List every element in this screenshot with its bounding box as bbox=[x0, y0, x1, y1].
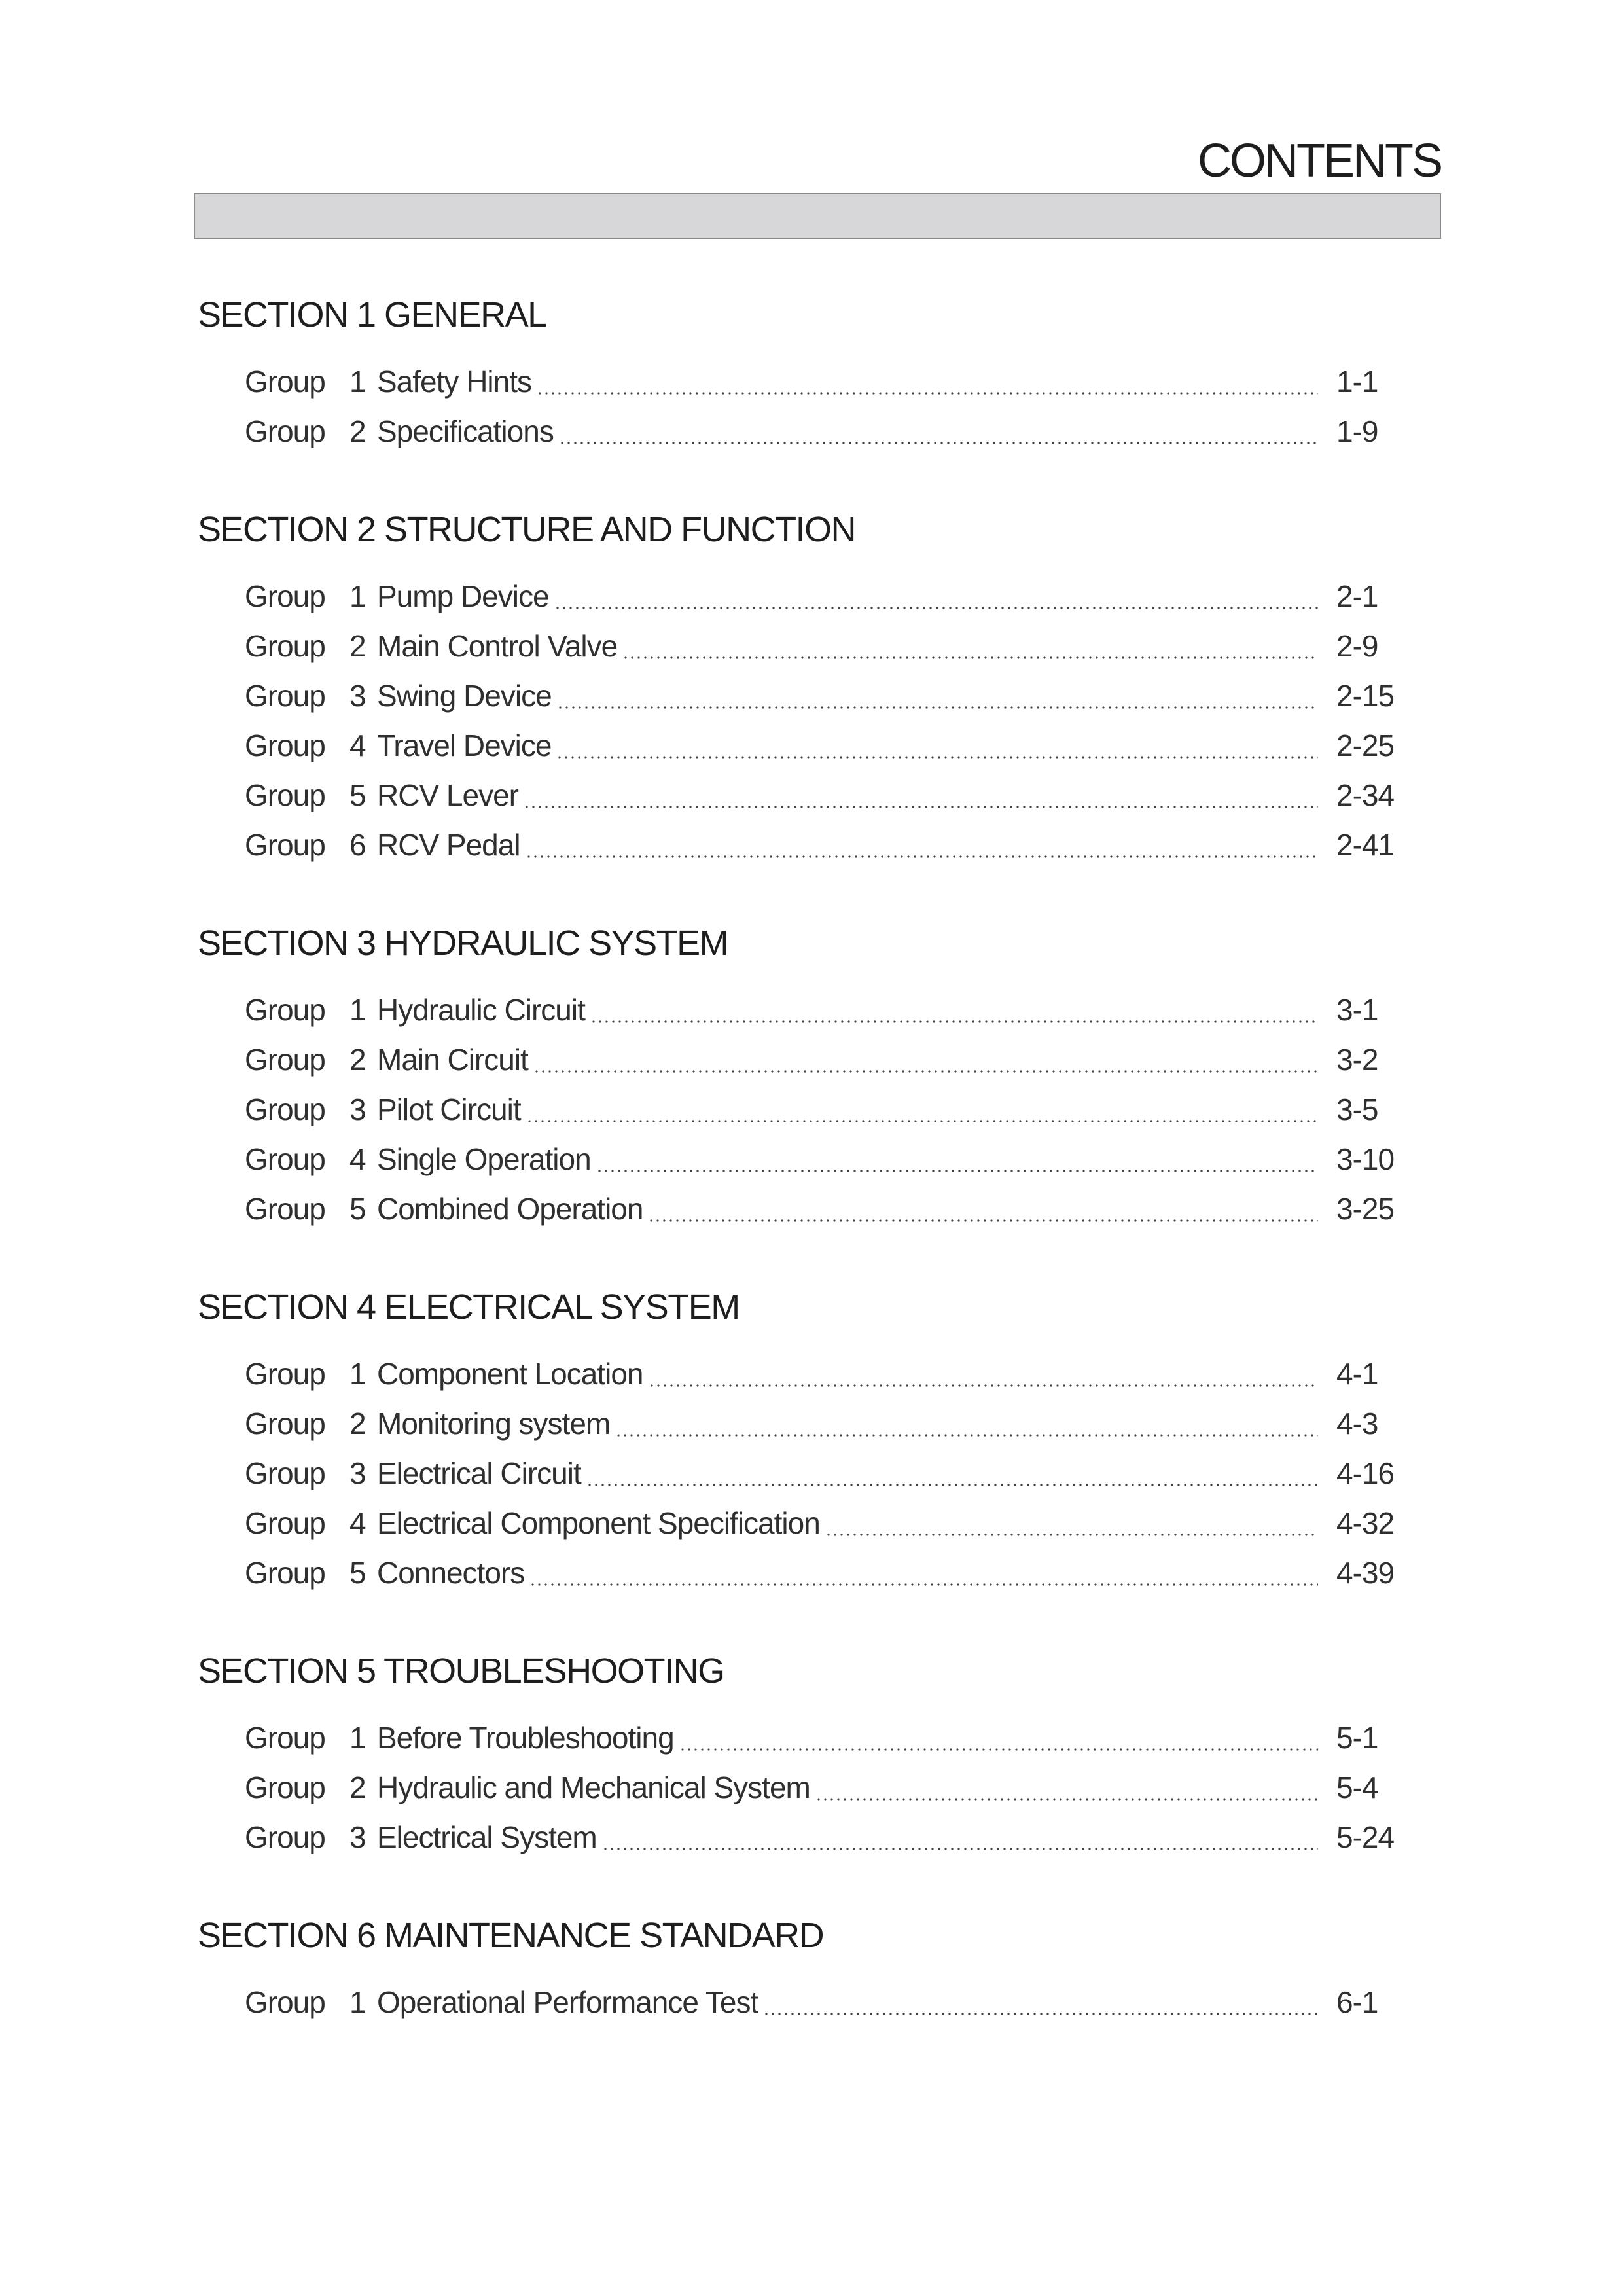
toc-entry[interactable] bbox=[245, 678, 1402, 728]
dot-leader bbox=[554, 607, 1318, 609]
dot-leader bbox=[526, 1120, 1318, 1122]
table-of-contents bbox=[198, 295, 1402, 2080]
dot-leader bbox=[556, 756, 1318, 759]
toc-entry[interactable] bbox=[245, 1505, 1402, 1555]
entry-label: Monitoring system bbox=[377, 1407, 611, 1441]
group-word: Group bbox=[245, 1985, 325, 2019]
entry-label: Operational Performance Test bbox=[377, 1985, 758, 2019]
toc-entry[interactable] bbox=[245, 628, 1402, 678]
section-title[interactable]: SECTION 2 STRUCTURE AND FUNCTION bbox=[198, 510, 856, 549]
dot-leader bbox=[679, 1748, 1318, 1751]
group-word: Group bbox=[245, 778, 325, 812]
group-word: Group bbox=[245, 828, 325, 862]
page-number: 5-1 bbox=[1336, 1721, 1378, 1755]
group-number: 2 bbox=[349, 414, 366, 448]
group-number: 5 bbox=[349, 1556, 366, 1590]
entry-label: Specifications bbox=[377, 414, 554, 448]
group-word: Group bbox=[245, 1407, 325, 1441]
page-number: 1-9 bbox=[1336, 414, 1378, 448]
group-number: 2 bbox=[349, 629, 366, 663]
page-number: 2-15 bbox=[1336, 679, 1395, 713]
entry-label: Pump Device bbox=[377, 579, 549, 613]
page-number: 4-1 bbox=[1336, 1357, 1378, 1391]
group-word: Group bbox=[245, 1043, 325, 1077]
group-word: Group bbox=[245, 1820, 325, 1854]
dot-leader bbox=[622, 656, 1318, 659]
entry-label: RCV Pedal bbox=[377, 828, 520, 862]
toc-entry[interactable] bbox=[245, 1356, 1402, 1406]
toc-entry[interactable] bbox=[245, 1406, 1402, 1456]
page-number: 3-10 bbox=[1336, 1142, 1395, 1176]
entry-label: Main Circuit bbox=[377, 1043, 528, 1077]
group-number: 2 bbox=[349, 1043, 366, 1077]
dot-leader bbox=[602, 1848, 1318, 1850]
group-number: 4 bbox=[349, 1506, 366, 1540]
page-number: 3-2 bbox=[1336, 1043, 1378, 1077]
toc-entry[interactable] bbox=[245, 1984, 1402, 2034]
group-word: Group bbox=[245, 728, 325, 762]
toc-entry[interactable] bbox=[245, 1092, 1402, 1141]
toc-entry[interactable] bbox=[245, 778, 1402, 827]
toc-entry[interactable] bbox=[245, 414, 1402, 463]
group-word: Group bbox=[245, 629, 325, 663]
toc-section bbox=[198, 1287, 1402, 1605]
page-number: 3-5 bbox=[1336, 1092, 1378, 1126]
page-number: 2-9 bbox=[1336, 629, 1378, 663]
section-title[interactable]: SECTION 5 TROUBLESHOOTING bbox=[198, 1651, 724, 1691]
group-word: Group bbox=[245, 1142, 325, 1176]
dot-leader bbox=[825, 1534, 1318, 1536]
page-number: 2-41 bbox=[1336, 828, 1395, 862]
entry-label: Electrical Component Specification bbox=[377, 1506, 820, 1540]
toc-entry[interactable] bbox=[245, 1555, 1402, 1605]
dot-leader bbox=[533, 1070, 1318, 1073]
entry-label: Combined Operation bbox=[377, 1192, 643, 1226]
group-number: 1 bbox=[349, 1357, 366, 1391]
toc-entry[interactable] bbox=[245, 1042, 1402, 1092]
dot-leader bbox=[590, 1020, 1318, 1023]
group-number: 2 bbox=[349, 1770, 366, 1804]
group-word: Group bbox=[245, 1092, 325, 1126]
group-word: Group bbox=[245, 679, 325, 713]
group-number: 3 bbox=[349, 1456, 366, 1490]
dot-leader bbox=[537, 392, 1318, 395]
entry-label: RCV Lever bbox=[377, 778, 518, 812]
group-number: 5 bbox=[349, 1192, 366, 1226]
dot-leader bbox=[529, 1583, 1318, 1586]
toc-section bbox=[198, 923, 1402, 1241]
dot-leader bbox=[615, 1434, 1318, 1437]
group-word: Group bbox=[245, 414, 325, 448]
dot-leader bbox=[815, 1798, 1318, 1801]
group-word: Group bbox=[245, 1721, 325, 1755]
dot-leader bbox=[648, 1219, 1318, 1222]
page-number: 6-1 bbox=[1336, 1985, 1378, 2019]
section-title[interactable]: SECTION 1 GENERAL bbox=[198, 295, 546, 334]
group-word: Group bbox=[245, 579, 325, 613]
group-number: 5 bbox=[349, 778, 366, 812]
toc-section bbox=[198, 509, 1402, 877]
entry-label: Connectors bbox=[377, 1556, 525, 1590]
group-word: Group bbox=[245, 1456, 325, 1490]
section-title[interactable]: SECTION 6 MAINTENANCE STANDARD bbox=[198, 1916, 824, 1955]
dot-leader bbox=[557, 706, 1318, 709]
toc-entry[interactable] bbox=[245, 1456, 1402, 1505]
toc-entry[interactable] bbox=[245, 1191, 1402, 1241]
group-word: Group bbox=[245, 1357, 325, 1391]
entry-label: Main Control Valve bbox=[377, 629, 618, 663]
group-number: 1 bbox=[349, 365, 366, 399]
group-number: 1 bbox=[349, 579, 366, 613]
page-number: 4-32 bbox=[1336, 1506, 1395, 1540]
group-number: 3 bbox=[349, 1092, 366, 1126]
dot-leader bbox=[649, 1384, 1318, 1387]
page-number: 2-1 bbox=[1336, 579, 1378, 613]
page-number: 2-34 bbox=[1336, 778, 1395, 812]
entry-label: Electrical System bbox=[377, 1820, 597, 1854]
group-word: Group bbox=[245, 1770, 325, 1804]
group-number: 1 bbox=[349, 1721, 366, 1755]
entry-label: Component Location bbox=[377, 1357, 643, 1391]
page-number: 3-1 bbox=[1336, 993, 1378, 1027]
group-word: Group bbox=[245, 1192, 325, 1226]
group-word: Group bbox=[245, 365, 325, 399]
group-number: 3 bbox=[349, 679, 366, 713]
page-number: 3-25 bbox=[1336, 1192, 1395, 1226]
toc-entry[interactable] bbox=[245, 1720, 1402, 1770]
page-number: 1-1 bbox=[1336, 365, 1378, 399]
toc-entry[interactable] bbox=[245, 827, 1402, 877]
group-number: 4 bbox=[349, 728, 366, 762]
toc-entry[interactable] bbox=[245, 579, 1402, 628]
page-number: 2-25 bbox=[1336, 728, 1395, 762]
entry-label: Electrical Circuit bbox=[377, 1456, 581, 1490]
entry-label: Hydraulic and Mechanical System bbox=[377, 1770, 810, 1804]
page-number: 5-4 bbox=[1336, 1770, 1378, 1804]
toc-section bbox=[198, 1651, 1402, 1869]
group-number: 2 bbox=[349, 1407, 366, 1441]
page-number: 4-16 bbox=[1336, 1456, 1395, 1490]
dot-leader bbox=[524, 806, 1318, 808]
page-number: 4-39 bbox=[1336, 1556, 1395, 1590]
dot-leader bbox=[763, 2013, 1318, 2015]
toc-section bbox=[198, 295, 1402, 463]
group-number: 4 bbox=[349, 1142, 366, 1176]
group-word: Group bbox=[245, 1506, 325, 1540]
section-title[interactable]: SECTION 4 ELECTRICAL SYSTEM bbox=[198, 1287, 740, 1327]
toc-entry[interactable] bbox=[245, 728, 1402, 778]
toc-entry[interactable] bbox=[245, 1770, 1402, 1820]
toc-entry[interactable] bbox=[245, 364, 1402, 414]
entry-label: Swing Device bbox=[377, 679, 552, 713]
toc-entry[interactable] bbox=[245, 1820, 1402, 1869]
entry-label: Single Operation bbox=[377, 1142, 591, 1176]
group-number: 3 bbox=[349, 1820, 366, 1854]
group-number: 1 bbox=[349, 993, 366, 1027]
toc-section bbox=[198, 1915, 1402, 2034]
entry-label: Hydraulic Circuit bbox=[377, 993, 585, 1027]
toc-entry[interactable] bbox=[245, 992, 1402, 1042]
page-number: 5-24 bbox=[1336, 1820, 1395, 1854]
entry-label: Before Troubleshooting bbox=[377, 1721, 674, 1755]
section-title[interactable]: SECTION 3 HYDRAULIC SYSTEM bbox=[198, 924, 728, 963]
entry-label: Travel Device bbox=[377, 728, 552, 762]
page-title: CONTENTS bbox=[1198, 135, 1441, 187]
page-number: 4-3 bbox=[1336, 1407, 1378, 1441]
group-word: Group bbox=[245, 993, 325, 1027]
dot-leader bbox=[586, 1484, 1318, 1486]
group-word: Group bbox=[245, 1556, 325, 1590]
title-bar bbox=[194, 193, 1441, 239]
dot-leader bbox=[596, 1170, 1318, 1172]
toc-entry[interactable] bbox=[245, 1141, 1402, 1191]
dot-leader bbox=[526, 855, 1318, 858]
group-number: 1 bbox=[349, 1985, 366, 2019]
entry-label: Safety Hints bbox=[377, 365, 531, 399]
dot-leader bbox=[559, 442, 1318, 444]
entry-label: Pilot Circuit bbox=[377, 1092, 521, 1126]
group-number: 6 bbox=[349, 828, 366, 862]
